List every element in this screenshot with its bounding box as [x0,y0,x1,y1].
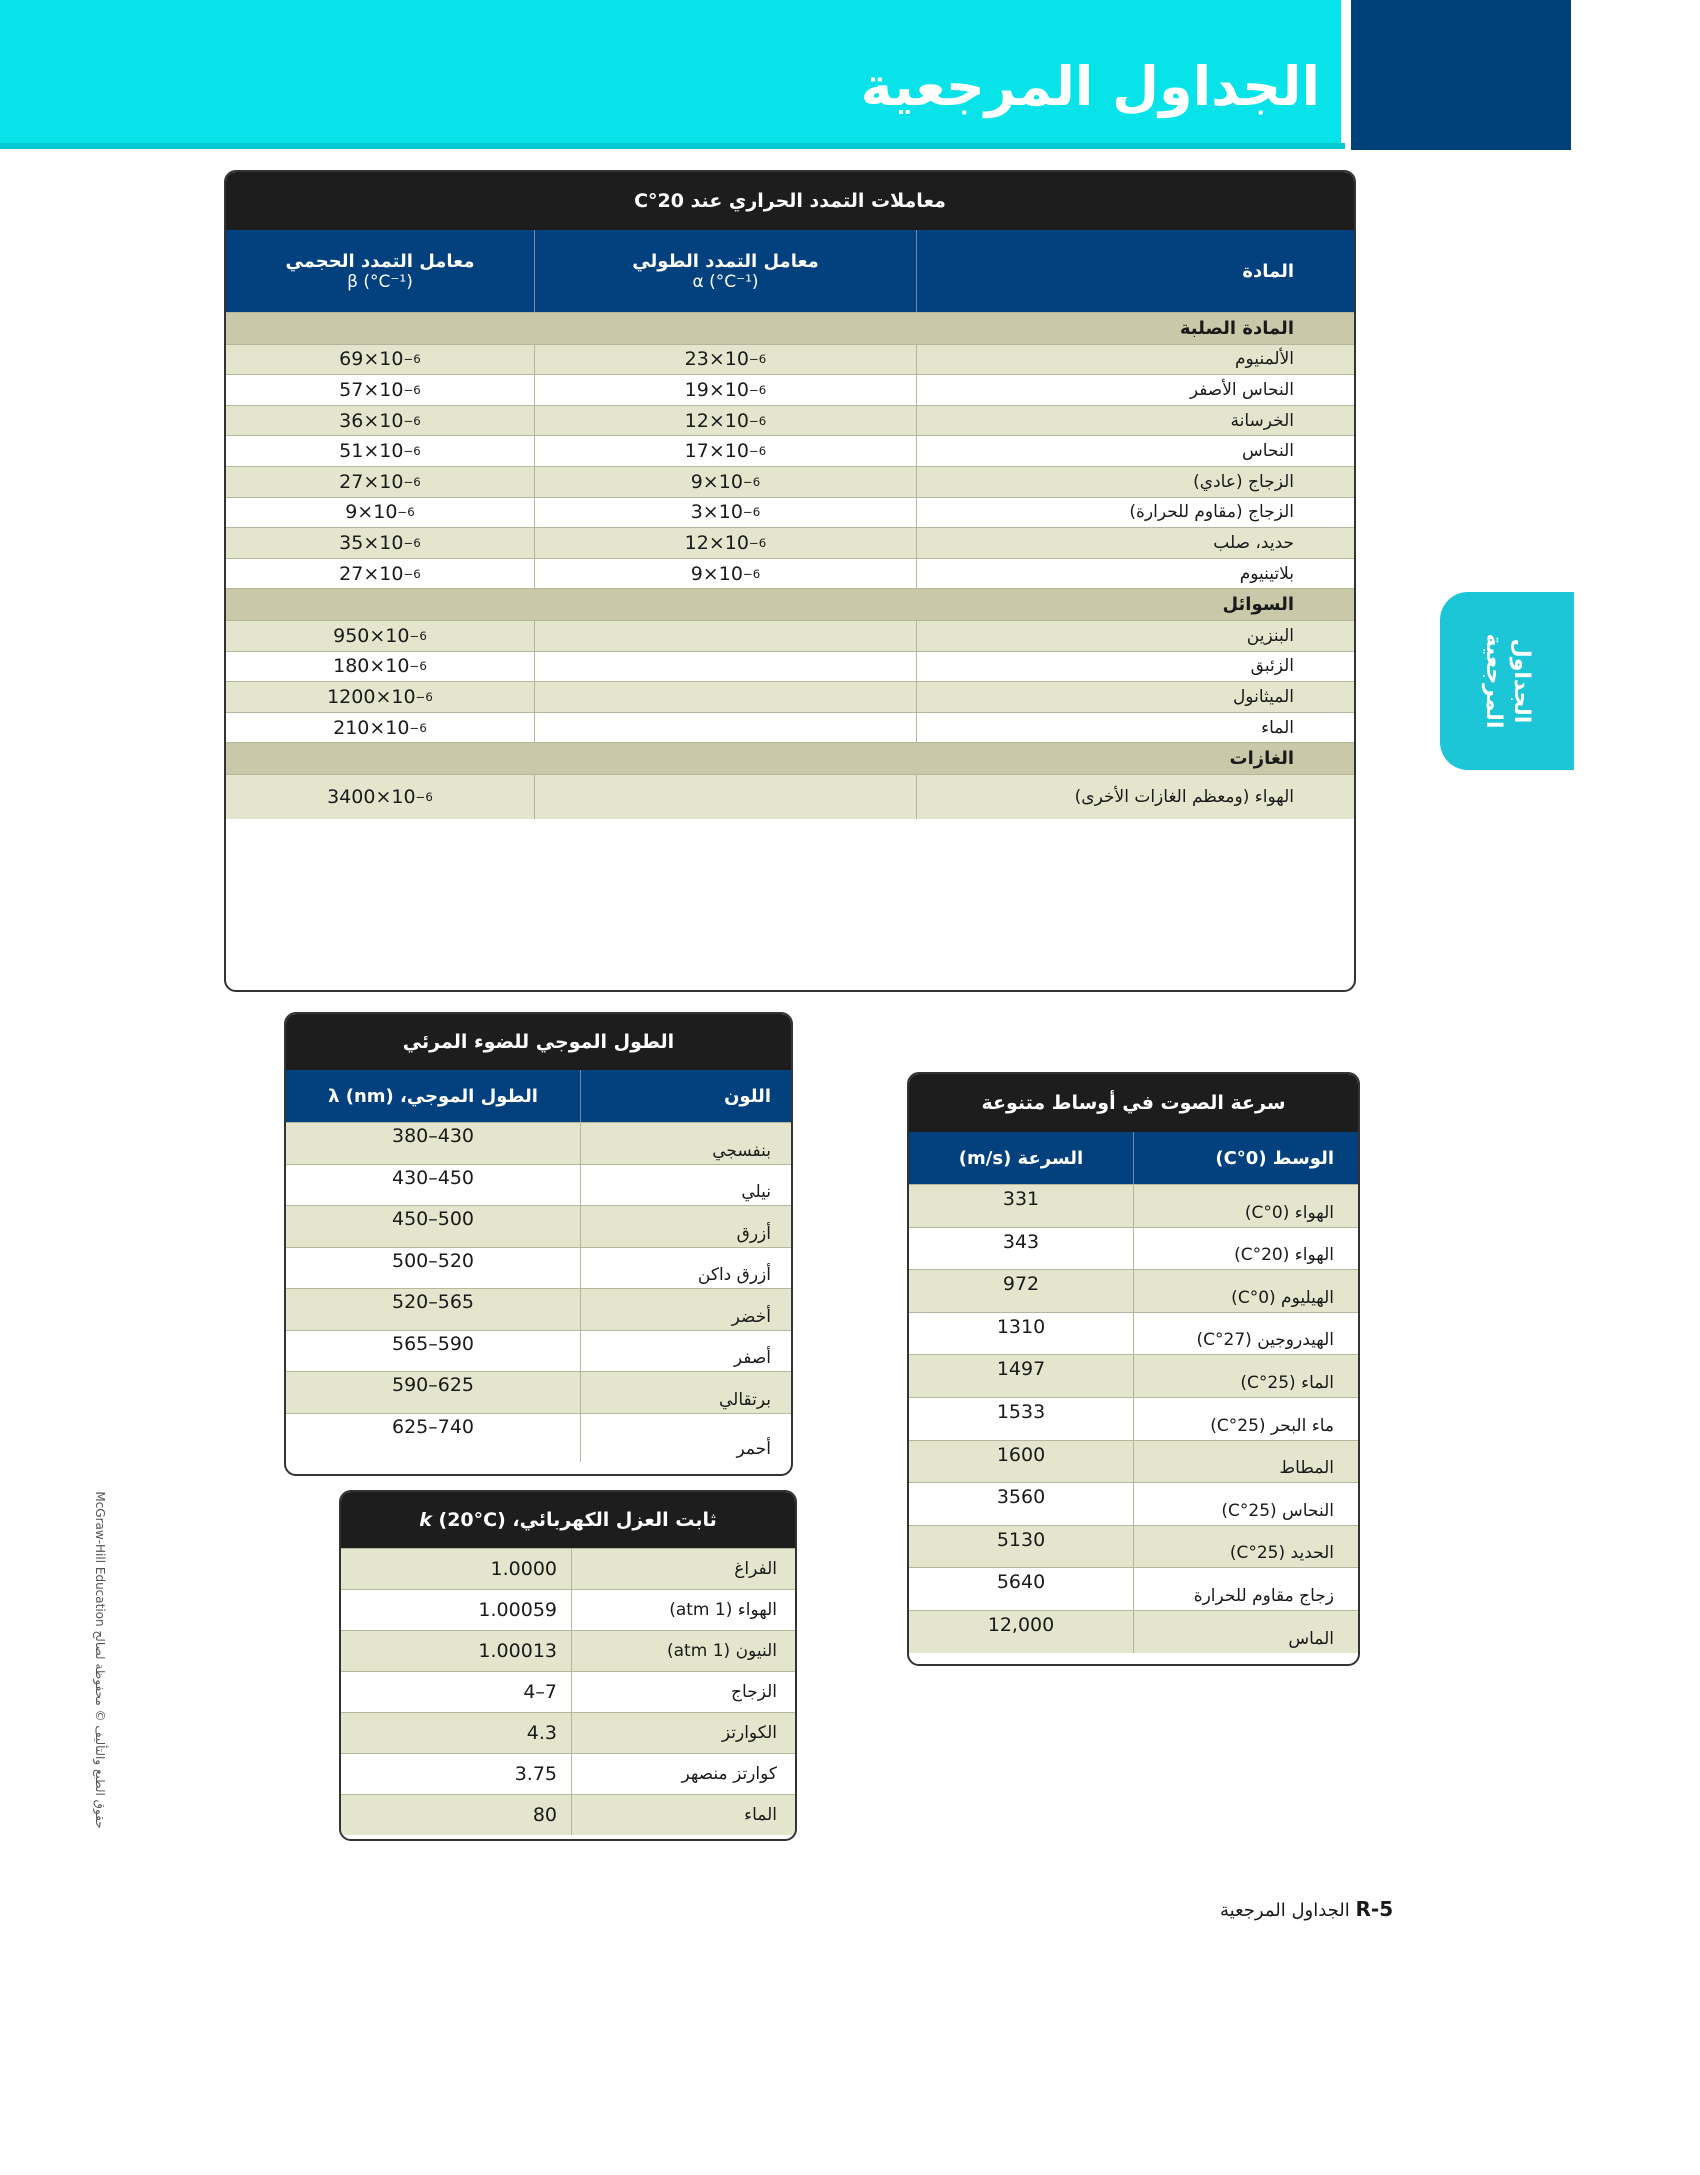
table-row [286,1205,791,1247]
beta-cell [226,345,534,375]
substance-cell: الميثانول [916,682,1354,712]
beta-cell [226,467,534,497]
alpha-cell [534,436,916,466]
medium-cell: المطاط [1133,1441,1358,1483]
table-row [226,435,1354,466]
exponent: −6 [397,505,415,520]
header-wavelength: الطول الموجي، λ (nm) [328,1085,538,1107]
table-body [341,1548,795,1835]
substance-cell: الخرسانة [916,406,1354,436]
medium-cell: ماء البحر (25°C) [1133,1398,1358,1440]
speed-cell: 3560 [996,1486,1046,1509]
substance-cell: الزئبق [916,652,1354,682]
value-text: 57×10 [339,378,404,401]
exponent: −6 [403,444,421,459]
header-beta-unit: β (°C⁻¹) [347,271,413,292]
beta-cell [226,713,534,743]
header-substance: المادة [916,230,1354,312]
title-unit: (20°C) [431,1509,506,1531]
exponent: −6 [403,382,421,397]
thermal-expansion-table [224,170,1356,992]
table-row [226,527,1354,558]
table-title: الطول الموجي للضوء المرئي [286,1014,791,1070]
exponent: −6 [415,689,433,704]
value-text: 9×10 [690,470,743,493]
table-body [286,1122,791,1462]
page-footer [1220,1897,1411,1921]
color-cell: أحمر [580,1414,791,1462]
header-alpha-unit: α (°C⁻¹) [692,271,759,292]
header-alpha-label: معامل التمدد الطولي [632,250,819,272]
exponent: −6 [742,505,761,520]
table-row [341,1589,795,1630]
table-row [286,1413,791,1462]
beta-cell [226,775,534,819]
alpha-cell [534,345,916,375]
alpha-cell [534,775,916,819]
beta-cell [226,621,534,651]
wavelength-cell: 450–500 [391,1208,475,1230]
exponent: −6 [748,352,767,367]
value-text: 69×10 [339,348,404,371]
table-row [341,1630,795,1671]
header-divider [0,143,1345,149]
color-cell: أخضر [580,1289,791,1330]
dielectric-value-cell: 1.0000 [490,1558,557,1580]
exponent: −6 [403,352,421,367]
speed-cell: 972 [1002,1273,1040,1296]
alpha-cell [534,498,916,528]
material-cell: الهواء (1 atm) [571,1590,795,1630]
substance-cell: النحاس [916,436,1354,466]
header-beta-label: معامل التمدد الحجمي [285,250,475,272]
table-row [286,1371,791,1413]
substance-cell: الزجاج (عادي) [916,467,1354,497]
medium-cell: الماس [1133,1611,1358,1653]
value-text: 3×10 [690,501,743,524]
header-color: اللون [580,1070,791,1122]
value-text: 51×10 [339,440,404,463]
substance-cell: حديد، صلب [916,528,1354,558]
beta-cell [226,436,534,466]
substance-cell: الهواء (ومعظم الغازات الأخرى) [916,775,1354,819]
beta-cell [226,406,534,436]
table-row [286,1288,791,1330]
header-medium: الوسط (0°C) [1133,1132,1358,1184]
exponent: −6 [409,720,427,735]
material-cell: الكوارتز [571,1713,795,1753]
sound-speed-table [907,1072,1360,1666]
color-cell: أصفر [580,1331,791,1372]
title-k: k [419,1509,432,1531]
table-row [909,1184,1358,1227]
value-text: 19×10 [684,378,749,401]
color-cell: أزرق [580,1206,791,1247]
dielectric-value-cell: 4–7 [523,1681,557,1703]
table-row [341,1794,795,1835]
material-cell: كوارتز منصهر [571,1754,795,1794]
table-row [909,1227,1358,1270]
side-tab[interactable] [1440,592,1574,770]
color-cell: بنفسجي [580,1123,791,1164]
header-beta [226,230,534,312]
section-header-row: الغازات [226,742,1354,774]
table-row [909,1440,1358,1483]
color-cell: نيلي [580,1165,791,1206]
alpha-cell [534,528,916,558]
copyright-notice: McGraw-Hill Education حقوق الطبع والتأليف © محفوظة لصالح [93,1491,107,1829]
speed-cell: 1600 [996,1443,1046,1466]
wavelength-cell: 625–740 [391,1415,475,1438]
table-header [226,230,1354,312]
table-row [226,344,1354,375]
medium-cell: الحديد (25°C) [1133,1526,1358,1568]
exponent: −6 [403,413,421,428]
beta-cell [226,528,534,558]
table-row [341,1548,795,1589]
exponent: −6 [403,474,421,489]
speed-cell: 331 [1002,1188,1040,1210]
exponent: −6 [409,628,427,643]
medium-cell: زجاج مقاوم للحرارة [1133,1568,1358,1610]
exponent: −6 [415,789,433,804]
dielectric-table [339,1490,797,1841]
value-text: 12×10 [684,531,749,554]
table-row [909,1312,1358,1355]
table-row [286,1164,791,1206]
substance-cell: البنزين [916,621,1354,651]
wavelength-cell: 590–625 [391,1374,475,1396]
beta-cell [226,682,534,712]
wavelength-cell: 520–565 [391,1291,475,1313]
dielectric-value-cell: 80 [532,1804,557,1826]
table-row [909,1397,1358,1440]
table-body [909,1184,1358,1653]
table-row [341,1671,795,1712]
speed-cell: 1533 [996,1400,1046,1423]
table-row [226,374,1354,405]
table-body [226,312,1354,819]
color-cell: برتقالي [580,1372,791,1413]
exponent: −6 [742,566,761,581]
wavelength-cell: 430–450 [391,1166,475,1189]
wavelength-cell: 565–590 [391,1332,475,1355]
table-row [909,1482,1358,1525]
value-text: 1200×10 [327,685,416,708]
table-row [286,1247,791,1289]
substance-cell: بلاتينيوم [916,559,1354,589]
value-text: 9×10 [345,501,398,524]
table-row [909,1269,1358,1312]
material-cell: النيون (1 atm) [571,1631,795,1671]
wavelength-table [284,1012,793,1476]
value-text: 12×10 [684,409,749,432]
alpha-cell [534,406,916,436]
speed-cell: 12,000 [987,1613,1055,1636]
alpha-cell [534,375,916,405]
table-row [226,466,1354,497]
exponent: −6 [742,474,761,489]
table-header [286,1070,791,1122]
exponent: −6 [748,535,767,550]
page-title: الجداول المرجعية [860,55,1320,118]
alpha-cell [534,682,916,712]
value-text: 35×10 [339,531,404,554]
table-row [341,1753,795,1794]
medium-cell: الماء (25°C) [1133,1355,1358,1397]
side-tab-line-1: الجداول [1509,638,1534,724]
value-text: 36×10 [339,409,404,432]
table-row [226,681,1354,712]
beta-cell [226,652,534,682]
material-cell: الفراغ [571,1549,795,1589]
page-number: R-5 [1355,1897,1394,1921]
table-row [226,405,1354,436]
table-title [341,1492,795,1548]
beta-cell [226,375,534,405]
value-text: 180×10 [333,655,410,678]
speed-cell: 343 [1002,1230,1040,1253]
table-row [286,1122,791,1164]
color-cell: أزرق داكن [580,1248,791,1289]
table-row [909,1354,1358,1397]
value-text: 3400×10 [327,785,416,808]
table-row [226,712,1354,743]
value-text: 210×10 [333,716,410,739]
value-text: 23×10 [684,348,749,371]
alpha-cell [534,621,916,651]
section-header-row: السوائل [226,588,1354,620]
value-text: 27×10 [339,470,404,493]
medium-cell: الهواء (0°C) [1133,1185,1358,1227]
table-row [226,497,1354,528]
section-header-row: المادة الصلبة [226,312,1354,344]
table-row [226,651,1354,682]
header-accent-block [1351,0,1571,150]
wavelength-cell: 500–520 [391,1249,475,1272]
material-cell: الماء [571,1795,795,1835]
table-row [909,1567,1358,1610]
medium-cell: الهواء (20°C) [1133,1228,1358,1270]
dielectric-value-cell: 1.00059 [478,1599,557,1621]
dielectric-value-cell: 1.00013 [478,1640,557,1662]
substance-cell: النحاس الأصفر [916,375,1354,405]
side-tab-label [1479,634,1535,729]
table-title: معاملات التمدد الحراري عند 20°C [226,172,1354,230]
table-row [286,1330,791,1372]
table-row [226,558,1354,589]
value-text: 950×10 [333,624,410,647]
table-row [909,1525,1358,1568]
exponent: −6 [748,382,767,397]
table-title: سرعة الصوت في أوساط متنوعة [909,1074,1358,1132]
exponent: −6 [409,659,427,674]
side-tab-line-2: المرجعية [1481,633,1506,729]
alpha-cell [534,467,916,497]
exponent: −6 [748,413,767,428]
dielectric-value-cell: 3.75 [514,1763,557,1785]
substance-cell: الزجاج (مقاوم للحرارة) [916,498,1354,528]
medium-cell: الهيليوم (0°C) [1133,1270,1358,1312]
speed-cell: 5130 [996,1528,1046,1551]
exponent: −6 [403,566,421,581]
table-row [341,1712,795,1753]
table-row [909,1610,1358,1653]
medium-cell: النحاس (25°C) [1133,1483,1358,1525]
substance-cell: الألمنيوم [916,345,1354,375]
wavelength-cell: 380–430 [391,1125,475,1147]
beta-cell [226,498,534,528]
value-text: 17×10 [684,440,749,463]
material-cell: الزجاج [571,1672,795,1712]
speed-cell: 5640 [996,1571,1046,1594]
table-row [226,620,1354,651]
speed-cell: 1497 [996,1358,1046,1381]
alpha-cell [534,652,916,682]
substance-cell: الماء [916,713,1354,743]
dielectric-value-cell: 4.3 [526,1722,557,1744]
medium-cell: الهيدروجين (27°C) [1133,1313,1358,1355]
alpha-cell [534,713,916,743]
table-header [909,1132,1358,1184]
value-text: 9×10 [690,562,743,585]
value-text: 27×10 [339,562,404,585]
speed-cell: 1310 [996,1315,1046,1338]
title-text: ثابت العزل الكهربائي، [505,1509,717,1531]
table-row [226,774,1354,819]
alpha-cell [534,559,916,589]
exponent: −6 [748,444,767,459]
footer-label: الجداول المرجعية [1220,1900,1350,1921]
header-alpha [534,230,916,312]
beta-cell [226,559,534,589]
exponent: −6 [403,535,421,550]
header-speed: السرعة (m/s) [958,1147,1084,1169]
